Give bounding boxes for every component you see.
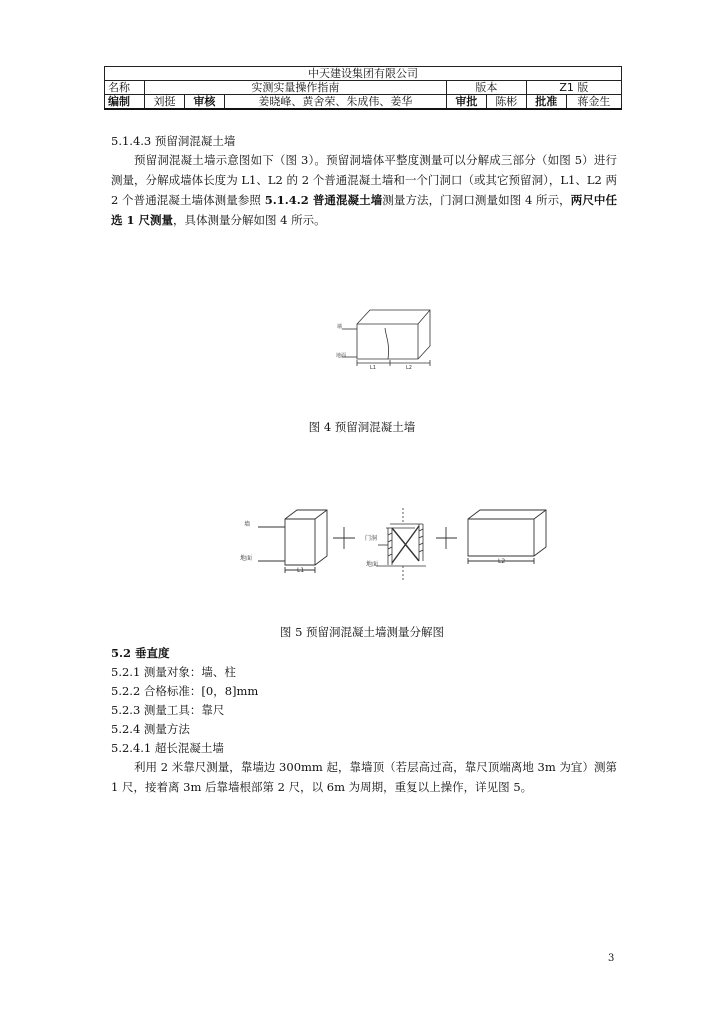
fig5-door-opening [376,508,426,580]
fig5-l1-label: L1 [297,567,305,574]
fig4-wall-outline [357,310,430,359]
figure-5-caption: 图 5 预留洞混凝土墙测量分解图 [279,625,445,639]
fig4-ground-label: 地面 [336,353,347,359]
fig5-ground-label: 地面 [240,555,253,562]
approve-label: 批准 [526,95,566,110]
fig5-wall-l2 [468,510,546,564]
measure-tool: 5.2.3 测量工具：靠尺 [111,703,225,717]
fig5-wall-l1 [258,510,327,573]
paragraph-text-1: 预留洞混凝土墙示意图如下（图 3）。预留洞墙体平整度测量可以分解成三部分（如图 5）进行测量，分解成墙体长度为 L1、L2 的 2 个普通混凝土墙和一个门洞口（或其它预留洞），L1、L2 两 2 个普通混凝土墙体测量参照 [111,153,617,207]
fig5-ground-label-2: 地面 [366,561,379,568]
figure-4-diagram [0,297,724,387]
reviewer-names: 姜晓峰、黄舍荣、朱成伟、姜华 [224,95,446,110]
version-label: 版本 [446,81,526,95]
figure-4-caption: 图 4 预留洞混凝土墙 [308,420,416,434]
fig4-l1-label: L1 [370,365,376,371]
long-wall-paragraph: 利用 2 米靠尺测量，靠墙边 300mm 起，靠墙顶（若层高过高，靠尺顶端离地 3m 为宜）测第 1 尺，接着离 3m 后靠墙根部第 2 尺，以 6m 为周期，重复以上操作，详见图 5。 [111,760,617,794]
fig5-wall-label: 墙 [244,521,251,528]
document-title: 实测实量操作指南 [144,81,446,95]
examiner-name: 陈彬 [486,95,526,110]
examine-label: 审批 [446,95,486,110]
company-name: 中天建设集团有限公司 [105,67,622,81]
paragraph-text-2: 测量方法，门洞口测量如图 4 所示， [382,193,571,207]
measure-object: 5.2.1 测量对象：墙、柱 [111,665,236,679]
document-header-table [104,66,622,110]
fig4-l2-label: L2 [406,365,412,371]
paragraph-reference: 5.1.4.2 普通混凝土墙 [264,193,383,207]
name-label: 名称 [105,81,145,95]
version-value: Z1 版 [526,81,621,95]
compiler-name: 刘挺 [144,95,184,110]
section-heading-5-2: 5.2 垂直度 [111,646,170,660]
paragraph-text-3: ，具体测量分解如图 4 所示。 [173,213,326,227]
qualification-standard: 5.2.2 合格标准：[0，8]mm [111,684,259,698]
section-paragraph [111,150,617,230]
page-number: 3 [608,953,615,964]
long-wall-heading: 5.2.4.1 超长混凝土墙 [111,741,224,755]
section-heading-5-1-4-3: 5.1.4.3 预留洞混凝土墙 [111,134,236,148]
measure-method: 5.2.4 测量方法 [111,722,190,736]
fig5-door-label: 门洞 [365,535,378,542]
fig4-wall-label: 墙 [337,324,343,330]
approver-name: 蒋金生 [566,95,621,110]
paragraph-emphasis: 两尺中任选 1 尺测量 [111,193,617,227]
fig5-l2-label: L2 [498,558,506,565]
figure-5-diagram [0,500,724,590]
review-label: 审核 [184,95,224,110]
compile-label: 编制 [105,95,145,110]
fig4-door-opening [385,328,389,359]
